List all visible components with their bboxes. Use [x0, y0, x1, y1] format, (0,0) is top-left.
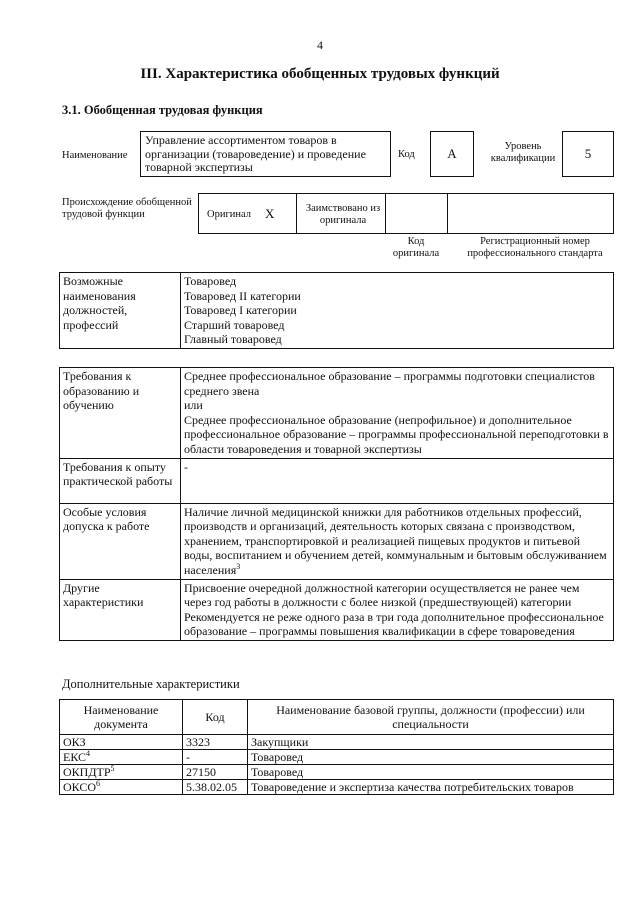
name-cell: Товаровед [248, 750, 614, 765]
code-label: Код [398, 149, 415, 160]
doc-cell: ЕКС$^4$ [60, 750, 183, 765]
admission-text: Наличие личной медицинской книжки для работников отдельных профессий, производств и организаций, деятельность которых связана с производством, хранением, транспортировкой и реализацией пищевых продуктов и питьевой воды, воспитанием и обучением детей, коммунальным и бытовым обслуживанием населения [184, 504, 607, 577]
position-item: Товаровед II категории [184, 288, 301, 303]
education-line: или [184, 398, 203, 413]
requirements-table [59, 367, 614, 641]
original-mark: X [265, 206, 275, 221]
footnote-mark: 3 [236, 561, 241, 571]
positions-label: Возможные наименования должностей, профессий [60, 273, 181, 349]
subsection-title: 3.1. Обобщенная трудовая функция [62, 103, 263, 117]
code-cell: 5.38.02.05 [183, 780, 248, 795]
table-row [60, 780, 614, 795]
origin-label: Происхождение обобщенной трудовой функции [62, 197, 192, 220]
name-label: Наименование [62, 150, 128, 161]
header-doc: Наименование документа [60, 700, 183, 735]
doc-cell: ОКПДТР$^5$ [60, 765, 183, 780]
table-row [60, 458, 614, 503]
qualification-level: 5 [562, 131, 614, 177]
footnote-mark: 4 [86, 749, 91, 758]
doc-cell: ОКСО$^6$ [60, 780, 183, 795]
education-label: Требования к образованию и обучению [60, 368, 181, 459]
experience-label: Требования к опыту практической работы [60, 458, 181, 503]
code-cell: 3323 [183, 735, 248, 750]
function-name: Управление ассортиментом товаров в организации (товароведение) и проведение товарной экспертизы [140, 131, 391, 177]
code-cell: - [183, 750, 248, 765]
table-header [60, 700, 614, 735]
borrowed-label: Заимствовано из оригинала [305, 203, 381, 226]
name-cell: Товароведение и экспертиза качества потребительских товаров [248, 780, 614, 795]
experience-value: - [181, 458, 614, 503]
page-number: 4 [317, 38, 323, 52]
doc-cell: ОКЗ [60, 735, 183, 750]
table-row [60, 765, 614, 780]
footnote-mark: 5 [110, 764, 115, 773]
position-item: Старший товаровед [184, 317, 285, 332]
table-row [60, 368, 614, 459]
level-label: Уровень квалификации [490, 141, 556, 164]
function-code: A [430, 131, 474, 177]
table-row [60, 735, 614, 750]
other-line: Рекомендуется не реже одного раза в три года дополнительное профессиональное образование – программы повышения квалификации в сфере товароведения [184, 609, 604, 639]
positions-table [59, 272, 614, 349]
code-original-label: Код оригинала [392, 236, 440, 259]
table-row [60, 579, 614, 640]
positions-list [181, 273, 614, 349]
education-value [181, 368, 614, 459]
footnote-mark: 6 [96, 779, 101, 788]
other-value [181, 579, 614, 640]
education-line: Среднее профессиональное образование (непрофильное) и дополнительное профессиональное образование – программы профессиональной переподготовки в области товароведения и товарной экспертизы [184, 412, 609, 456]
name-cell: Товаровед [248, 765, 614, 780]
table-row [60, 503, 614, 579]
code-cell: 27150 [183, 765, 248, 780]
other-label: Другие характеристики [60, 579, 181, 640]
original-label: Оригинал [207, 209, 251, 220]
name-cell: Закупщики [248, 735, 614, 750]
other-line: Присвоение очередной должностной категории осуществляется не ранее чем через год работы в должности с более низкой (предшествующей) категории [184, 580, 580, 610]
divider [296, 194, 297, 233]
additional-title: Дополнительные характеристики [62, 677, 240, 691]
position-item: Главный товаровед [184, 332, 282, 347]
divider [447, 194, 448, 233]
divider [385, 194, 386, 233]
table-row [60, 750, 614, 765]
position-item: Товаровед [184, 274, 237, 288]
education-line: Среднее профессиональное образование – программы подготовки специалистов среднего звена [184, 369, 595, 398]
reg-number-label: Регистрационный номер профессионального стандарта [467, 236, 603, 259]
position-item: Товаровед I категории [184, 303, 297, 318]
origin-box [198, 193, 614, 234]
admission-label: Особые условия допуска к работе [60, 503, 181, 579]
header-code: Код [183, 700, 248, 735]
additional-table [59, 699, 614, 795]
section-title: III. Характеристика обобщенных трудовых функций [140, 66, 500, 82]
admission-value [181, 503, 614, 579]
header-name: Наименование базовой группы, должности (профессии) или специальности [248, 700, 614, 735]
